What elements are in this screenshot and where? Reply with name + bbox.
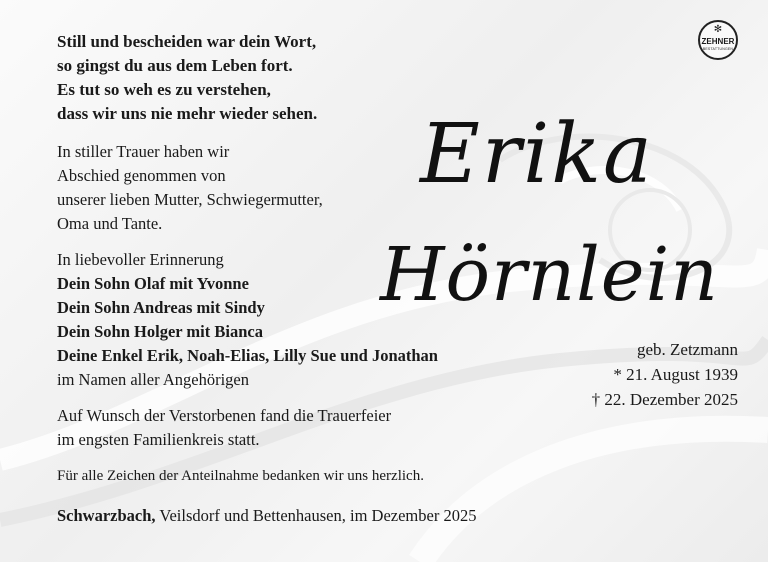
poem-line: Still und bescheiden war dein Wort, <box>57 32 317 51</box>
funeral-home-logo <box>698 20 738 60</box>
mourner-name: Dein Sohn Andreas mit Sindy <box>57 298 265 317</box>
poem-line: dass wir uns nie mehr wieder sehen. <box>57 104 318 123</box>
death-date: † 22. Dezember 2025 <box>591 390 738 409</box>
mourner-name: Deine Enkel Erik, Noah-Elias, Lilly Sue und Jonathan <box>57 346 438 365</box>
poem-line: so gingst du aus dem Leben fort. <box>57 56 293 75</box>
intro-text <box>57 140 477 236</box>
maiden-name: geb. Zetzmann <box>636 340 738 359</box>
mourners-lead: In liebevoller Erinnerung <box>57 250 224 269</box>
first-name: Erika <box>420 107 654 202</box>
funeral-note-line: Auf Wunsch der Verstorbenen fand die Trauerfeier <box>57 406 392 425</box>
intro-line: Oma und Tante. <box>57 214 163 233</box>
logo-subtitle: BESTATTUNGEN <box>702 47 734 51</box>
funeral-note <box>57 404 477 452</box>
poem <box>57 30 477 126</box>
place-main: Schwarzbach, <box>57 506 156 525</box>
place-and-date <box>57 504 477 528</box>
mourner-name: Dein Sohn Holger mit Bianca <box>57 322 263 341</box>
thanks-text: Für alle Zeichen der Anteilnahme bedanken wir uns herzlich. <box>57 468 424 484</box>
intro-line: unserer lieben Mutter, Schwiegermutter, <box>57 190 323 209</box>
intro-line: In stiller Trauer haben wir <box>57 142 230 161</box>
mourners-closing: im Namen aller Angehörigen <box>57 370 249 389</box>
logo-name: ZEHNER <box>701 37 735 46</box>
life-dates <box>592 337 738 412</box>
dandelion-icon: ✻ <box>713 24 723 35</box>
funeral-note-line: im engsten Familienkreis statt. <box>57 430 260 449</box>
poem-line: Es tut so weh es zu verstehen, <box>57 80 271 99</box>
intro-line: Abschied genommen von <box>57 166 226 185</box>
last-name: Hörnlein <box>380 232 719 318</box>
mourner-name: Dein Sohn Olaf mit Yvonne <box>57 274 249 293</box>
place-rest: Veilsdorf und Bettenhausen, im Dezember 2025 <box>155 506 477 525</box>
birth-date: * 21. August 1939 <box>613 365 738 384</box>
